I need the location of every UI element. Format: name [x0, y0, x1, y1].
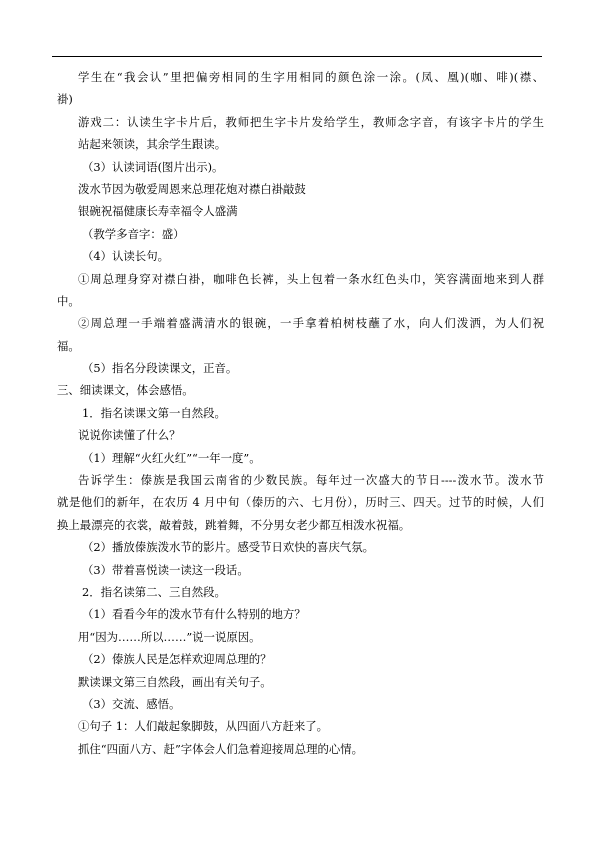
paragraph-line: （1）看看今年的泼水节有什么特别的地方？	[82, 607, 306, 622]
paragraph-line: 抓住“四面八方、赶”字体会人们急着迎接周总理的心情。	[78, 741, 364, 756]
paragraph-line: 说说你读懂了什么？	[78, 428, 181, 443]
paragraph-line: 中。	[57, 293, 80, 308]
paragraph-line: 就是他们的新年，在农历 4 月中旬（傣历的六、七月份），历时三、四天。过节的时候，人们	[57, 495, 544, 510]
section-heading: 三、细读课文，体会感悟。	[57, 383, 194, 398]
header-divider	[52, 56, 542, 57]
paragraph-line: 2．指名读第二、三自然段。	[82, 584, 226, 599]
paragraph-line: 游戏二：认读生字卡片后，教师把生字卡片发给学生，教师念字音，有该字卡片的学生	[78, 114, 544, 129]
paragraph-line: ①周总理身穿对襟白褂，咖啡色长裤，头上包着一条水红色头巾，笑容满面地来到人群	[78, 271, 544, 286]
paragraph-line: （1）理解“火红火红”“一年一度”。	[82, 450, 261, 465]
paragraph-line: 学生在“我会认”里把偏旁相同的生字用相同的颜色涂一涂。(凤、凰)(咖、啡)(襟、	[78, 70, 544, 84]
paragraph-line: （3）带着喜悦读一读这一段话。	[82, 562, 249, 577]
paragraph-line: （教学多音字：盛）	[82, 226, 185, 241]
paragraph-line: ②周总理一手端着盛满清水的银碗，一手拿着柏树枝蘸了水，向人们泼洒，为人们祝	[78, 316, 544, 331]
paragraph-line: 银碗祝福健康长寿幸福令人盛满	[78, 204, 238, 219]
paragraph-line: 告诉学生：傣族是我国云南省的少数民族。每年过一次盛大的节日----泼水节。泼水节	[78, 473, 544, 488]
paragraph-line: （2）傣族人民是怎样欢迎周总理的？	[82, 652, 272, 667]
paragraph-line: 泼水节因为敬爱周恩来总理花炮对襟白褂敲鼓	[78, 181, 306, 196]
paragraph-line: 褂)	[57, 92, 73, 107]
paragraph-line: （5）指名分段读课文，正音。	[82, 361, 238, 376]
document-body	[57, 66, 544, 760]
paragraph-line: （4）认读长句。	[82, 249, 169, 264]
paragraph-line: 1．指名读课文第一自然段。	[82, 405, 226, 420]
paragraph-line: （3）交流、感悟。	[82, 696, 181, 711]
paragraph-line: 用“因为……所以……”说一说原因。	[78, 629, 261, 644]
paragraph-line: 福。	[57, 338, 80, 353]
paragraph-line: （3）认读词语(图片出示)。	[82, 159, 224, 174]
paragraph-line: 站起来领读，其余学生跟读。	[78, 137, 227, 152]
paragraph-line: 默读课文第三自然段，画出有关句子。	[78, 674, 272, 689]
paragraph-line: （2）播放傣族泼水节的影片。感受节日欢快的喜庆气氛。	[82, 540, 375, 555]
paragraph-line: 换上最漂亮的衣裳，敲着鼓，跳着舞，不分男女老少都互相泼水祝福。	[57, 517, 411, 532]
paragraph-line: ①句子 1：人们敲起象脚鼓，从四面八方赶来了。	[78, 719, 329, 734]
